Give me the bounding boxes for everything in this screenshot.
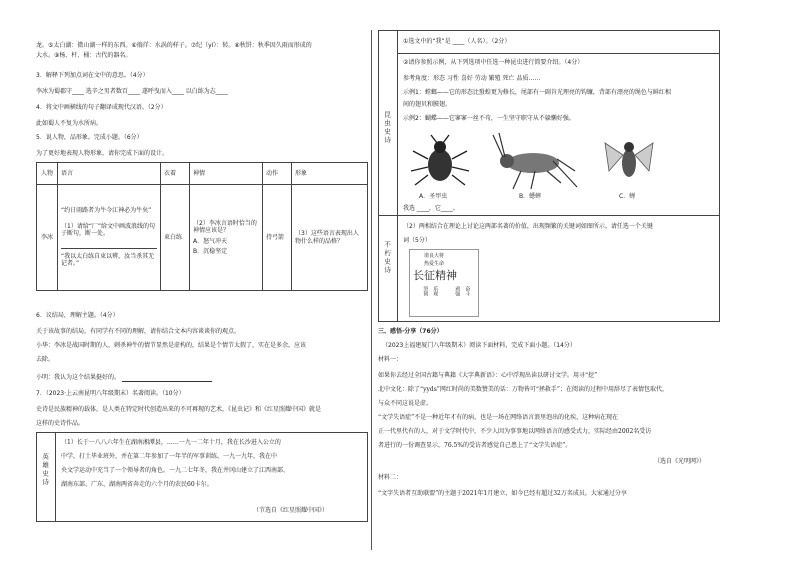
- hero-epic-box: [36, 432, 368, 522]
- m1-line-2: 北中文化：除了“yyds”网红时尚的美数赞美的话：万物皆可“拯救手”；在阅读的过程中用辞尽了表情包取代，: [378, 386, 668, 393]
- epic-text-4: 湖南东部、广东、湖南两省奔走的六个月的农民60卡尔。: [61, 481, 213, 488]
- m2-line-1: “文字失语者互助联盟”的主题于2021年1月建立，如今已经有超过32万名成员，大家通过分享: [378, 490, 627, 497]
- material-1-label: 材料一：: [378, 356, 403, 363]
- m1-line-3: 与众不同这说是虚。: [378, 400, 433, 407]
- xiaohua-opinion-2: 去除。: [36, 356, 55, 363]
- answer-blank[interactable]: [122, 375, 212, 382]
- material-2-label: 材料二：: [378, 474, 403, 481]
- cloud-word-3: 坚韧: [422, 286, 429, 296]
- th-expression: 神情: [190, 163, 263, 185]
- q-person-name: ①选文中的“我”是 ____（人名）。（2分）: [403, 38, 511, 45]
- expression-option-a: A．怒气冲天: [193, 237, 228, 245]
- cloud-word-4: 乐观: [432, 286, 439, 296]
- label-cricket: B．蟋蟀: [519, 193, 542, 200]
- left-column: [36, 30, 416, 552]
- example-2: 示例2：蝴蝶——它寥寥一丝不苟，一生坚守职守从不躲懒好强。: [403, 115, 575, 122]
- question-4-sentence: 此如蜀人不复为水所病。: [36, 120, 103, 127]
- question-6: 6．议结局，理解主题。（4分）: [36, 312, 119, 319]
- speech-cell: [58, 185, 161, 291]
- epic-text-1: （1）长于一八八六年生在湖南湘潭县，……一九一二年十月，我在长沙进入公立的: [61, 439, 281, 446]
- speech-quote-2: “我以太白练自束以辨，汝当杀其无记者。”: [61, 248, 157, 268]
- image-question: （3）这些语言表现出人物什么样的品格？: [292, 185, 368, 291]
- m1-line-4: “文学失语症”不是一种近年才有的病，也是一场在网络语言浪里泡出的化疾，这种病在现在: [378, 414, 619, 421]
- speech-quote-1: “约日雨路者为牛今江神必为牛矣”: [61, 207, 152, 215]
- th-character: 人物: [37, 163, 58, 185]
- q-keyword-a: （2）两相结合在理论上讨论这两部名著的价值，出现频繁的关键词如图所示。请任选一个关键: [403, 223, 653, 230]
- expression-question: （2）李冰言语时恰当的神情应该是？: [193, 219, 257, 234]
- th-action: 动作: [263, 163, 292, 185]
- action-cell: 持弓箭: [263, 185, 292, 291]
- cricket-image: [491, 131, 581, 191]
- cicada-image: [599, 135, 659, 189]
- m1-source: （选自《光明网》）: [654, 458, 706, 465]
- note-line-2: 大水。⑨杨、杆、桶：古代的器名。: [36, 52, 132, 59]
- question-7: 7．（2023·上云南昆明八年级期末）名著阅读。（10分）: [36, 390, 185, 397]
- m1-line-1: 如果你去经过全国古籍与典籍《大字典新语》：心中浮现出读以研讨文学。用寻“挖”: [378, 372, 598, 379]
- section-3-heading: 三、感悟·分享（76分）: [378, 328, 443, 335]
- question-7-desc-2: 这样的史诗作品。: [36, 420, 85, 427]
- cloud-word-6: 奋斗: [464, 286, 471, 296]
- hero-epic-label: 英雄史诗: [41, 453, 50, 487]
- epic-text-3: 央文学运动中充当了一个领导者的角色。一九二七年冬，我在井冈山建立了江西南部、: [61, 467, 290, 474]
- th-clothing: 衣着: [161, 163, 190, 185]
- epic-text-2: 中学，打土毕业班外，并在第二年参加了一年半的军事训练。一九一九年，我在中: [61, 453, 278, 460]
- cloud-main-word: 长征精神: [413, 269, 457, 282]
- question-5: 5．说人物，品形象。完成小题。（6分）: [36, 134, 143, 141]
- section-3-sub: （2023上福建厦门八年级期末）阅读下面材料，完成下面小题。（14分）: [382, 342, 576, 349]
- q-insect-intro: ②请你参照示例，从下列选项中任选一种昆虫进行简要介绍。（4分）: [403, 59, 584, 66]
- note-line-1: 龙。⑤太白湖：微山湖一样的东西。⑥徜徉：水涡的样子。⑦纪（yí）：转。⑧秋饼：秋季因久雨而形成的: [36, 42, 312, 49]
- question-4: 4．将文中画横线的句子翻译成现代汉语。（2分）: [36, 104, 167, 111]
- cloud-word-5: 顽强: [454, 286, 461, 296]
- example-1b: 间的翅贝和膜翅。: [403, 101, 452, 108]
- th-image: 形象: [292, 163, 368, 185]
- q-keyword-b: 词（5分）: [403, 237, 431, 244]
- immortal-epic-label: 不朽史诗: [383, 241, 392, 275]
- question-7-desc: 史诗是民族精神的载体，是人类在特定时代创造出来的不可再现的艺术，《昆虫记》和《红星照耀中国》就是: [36, 406, 322, 413]
- scarab-image: [405, 131, 475, 191]
- example-1a: 示例1：螳螂——它的形态比蛩蝗更为修长，尾部有一副肯光理亮的钩镰，背部有漂亮的绳色与鲜红相: [403, 89, 671, 96]
- cloud-word-1: 诸良大将: [424, 253, 445, 259]
- right-column: [378, 30, 736, 552]
- insect-epic-box: [378, 30, 720, 322]
- insect-epic-label: 昆虫史诗: [383, 111, 392, 145]
- label-cicada: C．蝉: [619, 193, 636, 200]
- xiaohua-opinion: 小华：李冰是战国时期的人，刺杀神牛的情节显然是虚构的，结果是个情节太假了，实在是多余，应该: [36, 342, 307, 349]
- m1-line-6: 者进行的一份调查显示，76.5%的受访者感觉自己患上了“文学失语症”。: [378, 442, 572, 449]
- cloud-word-2: 热爱生命: [424, 261, 445, 267]
- question-5-desc: 为了更好地表现人物形象，请你完成下面的设计。: [36, 150, 169, 157]
- character-table: [36, 162, 368, 291]
- reference-angles: 参考角度：形态 习性 喜好 劳动 繁殖 死亡 品质……: [403, 75, 541, 82]
- choose-line: 我选 ____，它____。: [403, 205, 459, 212]
- speech-question-1: （1）请给“厂”给文中画波浪线的句子断句，断一处。: [61, 222, 156, 238]
- expression-cell: [190, 185, 263, 291]
- epic-source: （节选自《红星照耀中国》）: [253, 507, 329, 514]
- m1-line-5: 正一代里代有的人，对于文学时代中，不少人因为事事地以网络语言的感受式力，实际经由2002名受访: [378, 428, 652, 435]
- question-3-items: 李冰为蜀郡守____ 选辛之男者数百____ 遂呼曳而入____ 以白练为志____: [36, 88, 228, 95]
- clothing-cell: 束白练: [161, 185, 190, 291]
- xiaoming-text: 小明：我认为这个结果挺好的。: [36, 374, 121, 381]
- character-name: 李冰: [37, 185, 58, 291]
- label-scarab: A．圣甲虫: [419, 193, 448, 200]
- expression-option-b: B．沉稳坚定: [193, 248, 228, 255]
- question-6-desc: 关于该故事的结局，有同学有不同的理解，请你结合文本内容谈谈你的观点。: [36, 328, 241, 335]
- question-3: 3．解释下列加点词在文中的意思。（4分）: [36, 72, 149, 79]
- th-speech: 语言: [58, 163, 161, 185]
- keyword-cloud: [409, 249, 479, 317]
- xiaoming-opinion: [36, 374, 212, 382]
